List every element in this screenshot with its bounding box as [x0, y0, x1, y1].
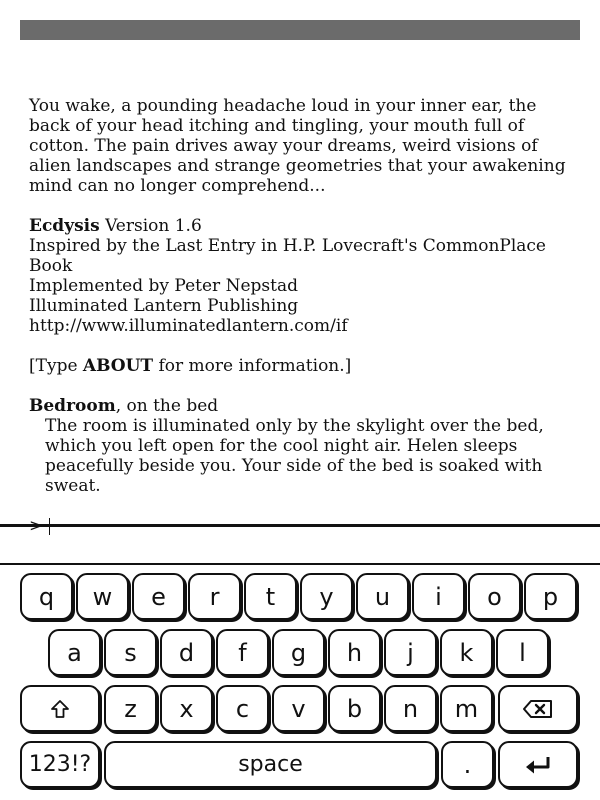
key-g[interactable]: g: [272, 629, 325, 676]
publisher-line: Illuminated Lantern Publishing: [29, 296, 299, 316]
status-bar: [20, 20, 580, 60]
room-heading: [29, 396, 579, 416]
about-prefix: [Type: [29, 356, 83, 376]
key-w[interactable]: w: [76, 573, 129, 620]
key-f[interactable]: f: [216, 629, 269, 676]
key-y[interactable]: y: [300, 573, 353, 620]
key-j[interactable]: j: [384, 629, 437, 676]
key-n[interactable]: n: [384, 685, 437, 732]
key-m[interactable]: m: [440, 685, 493, 732]
key-s[interactable]: s: [104, 629, 157, 676]
key-v[interactable]: v: [272, 685, 325, 732]
key-r[interactable]: r: [188, 573, 241, 620]
key-l[interactable]: l: [496, 629, 549, 676]
intro-paragraph: You wake, a pounding headache loud in your inner ear, the back of your head itching and tingling, your mouth full of cotton. The pain drives away your dreams, weird visions of alien landscapes and strange geometries that your awakening mind can no longer comprehend...: [29, 96, 566, 196]
onscreen-keyboard: [0, 566, 600, 800]
inspired-line: Inspired by the Last Entry in H.P. Lovecraft's CommonPlace Book: [29, 236, 546, 276]
key-a[interactable]: a: [48, 629, 101, 676]
key-h[interactable]: h: [328, 629, 381, 676]
key-e[interactable]: e: [132, 573, 185, 620]
room-suffix: , on the bed: [115, 396, 219, 416]
key-x[interactable]: x: [160, 685, 213, 732]
game-version: Version 1.6: [99, 216, 202, 236]
game-title: Ecdysis: [29, 216, 100, 236]
key-k[interactable]: k: [440, 629, 493, 676]
url-line: http://www.illuminatedlantern.com/if: [29, 316, 348, 336]
enter-key[interactable]: [498, 741, 578, 788]
divider-keyboard: [0, 563, 600, 565]
about-hint: [29, 356, 579, 376]
key-b[interactable]: b: [328, 685, 381, 732]
key-z[interactable]: z: [104, 685, 157, 732]
key-d[interactable]: d: [160, 629, 213, 676]
key-i[interactable]: i: [412, 573, 465, 620]
enter-return-icon: [523, 754, 553, 776]
key-p[interactable]: p: [524, 573, 577, 620]
shift-key[interactable]: [20, 685, 100, 732]
title-line: [29, 216, 579, 236]
room-description: The room is illuminated only by the skylight over the bed, which you left open for the cool night air. Helen sleeps peacefully beside you. Your side of the bed is soaked with sweat.: [45, 416, 544, 496]
key-t[interactable]: t: [244, 573, 297, 620]
story-text: [29, 96, 579, 536]
period-key[interactable]: .: [441, 741, 494, 788]
about-suffix: for more information.]: [153, 356, 352, 376]
key-o[interactable]: o: [468, 573, 521, 620]
shift-arrow-icon: [49, 698, 71, 720]
about-keyword: ABOUT: [82, 356, 154, 376]
key-c[interactable]: c: [216, 685, 269, 732]
room-name: Bedroom: [29, 396, 116, 416]
backspace-icon: [522, 699, 554, 719]
numbers-symbols-key[interactable]: 123!?: [20, 741, 100, 788]
implemented-line: Implemented by Peter Nepstad: [29, 276, 298, 296]
backspace-key[interactable]: [498, 685, 578, 732]
key-u[interactable]: u: [356, 573, 409, 620]
status-location: Bedroom, on the bed: [52, 40, 247, 60]
key-q[interactable]: q: [20, 573, 73, 620]
space-key[interactable]: space: [104, 741, 437, 788]
divider-top: [0, 524, 600, 527]
